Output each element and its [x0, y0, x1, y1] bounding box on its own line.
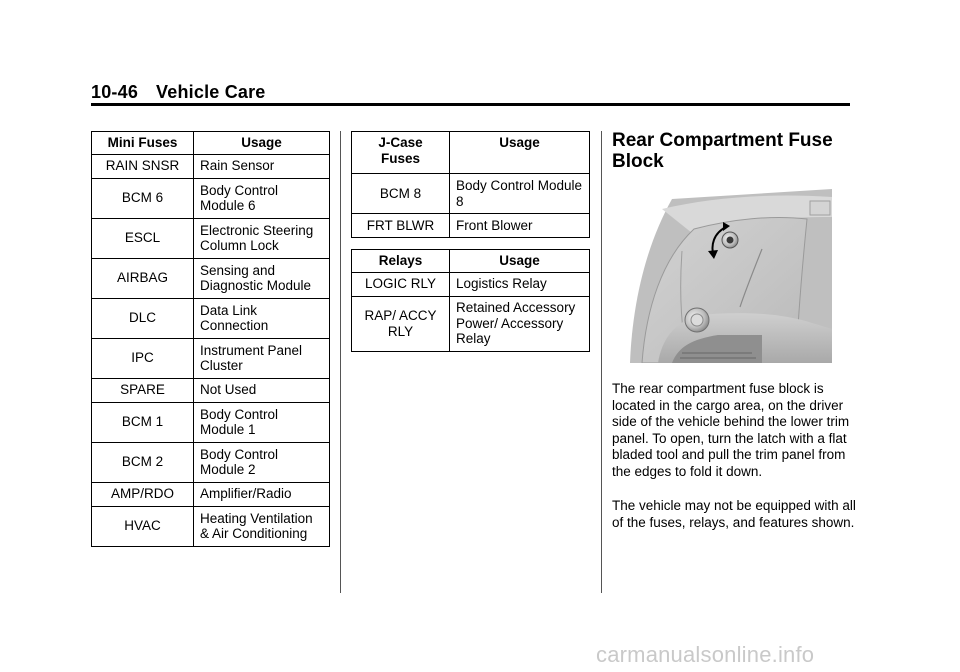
rear-compartment-figure	[622, 189, 832, 363]
table-row	[92, 298, 330, 338]
column-header: J-Case Fuses	[352, 132, 450, 174]
section-title: Vehicle Care	[156, 82, 266, 102]
fuse-name: AMP/RDO	[92, 482, 194, 506]
fuse-usage: Body Control Module 6	[194, 178, 330, 218]
fuse-usage: Sensing and Diagnostic Module	[194, 258, 330, 298]
table-row	[92, 482, 330, 506]
relay-usage: Retained Accessory Power/ Accessory Relay	[450, 296, 590, 351]
table-row	[92, 178, 330, 218]
body-paragraph: The rear compartment fuse block is located in the cargo area, on the driver side of the vehicle behind the lower trim panel. To open, turn the latch with a flat bladed tool and pull the trim panel from the edges to fold it down.	[612, 381, 850, 479]
table-row	[352, 214, 590, 238]
table-header-row	[352, 250, 590, 273]
table-header-row	[92, 132, 330, 155]
fuse-usage: Front Blower	[450, 214, 590, 238]
relay-usage: Logistics Relay	[450, 272, 590, 296]
body-paragraph: The vehicle may not be equipped with all of the fuses, relays, and features shown.	[612, 498, 856, 530]
table-header-row	[352, 132, 590, 174]
table-row	[92, 258, 330, 298]
watermark: carmanualsonline.info	[596, 642, 815, 667]
rear-compartment-trim-panel-illustration	[622, 189, 832, 363]
fuse-usage: Rain Sensor	[194, 154, 330, 178]
fuse-usage: Heating Ventilation & Air Conditioning	[194, 506, 330, 546]
rear-fuse-block-heading: Rear Compartment Fuse Block	[612, 130, 833, 172]
jcase-fuses-table	[351, 131, 590, 238]
column-divider-1	[340, 131, 341, 593]
fuse-usage: Body Control Module 8	[450, 174, 590, 214]
fuse-usage: Body Control Module 2	[194, 442, 330, 482]
page-header	[91, 82, 266, 103]
fuse-name: DLC	[92, 298, 194, 338]
fuse-usage: Amplifier/Radio	[194, 482, 330, 506]
fuse-name: HVAC	[92, 506, 194, 546]
fuse-name: RAIN SNSR	[92, 154, 194, 178]
fuse-usage: Electronic Steering Column Lock	[194, 218, 330, 258]
fuse-name: BCM 8	[352, 174, 450, 214]
fuse-name: FRT BLWR	[352, 214, 450, 238]
fuse-usage: Not Used	[194, 378, 330, 402]
table-row	[92, 442, 330, 482]
column-header: Relays	[352, 250, 450, 273]
table-row	[352, 296, 590, 351]
fuse-name: IPC	[92, 338, 194, 378]
column-header: Usage	[450, 132, 590, 174]
fuse-name: AIRBAG	[92, 258, 194, 298]
fuse-name: BCM 1	[92, 402, 194, 442]
fuse-usage: Body Control Module 1	[194, 402, 330, 442]
column-divider-2	[601, 131, 602, 593]
header-rule	[91, 103, 850, 106]
table-row	[92, 378, 330, 402]
table-row	[92, 154, 330, 178]
table-row	[92, 218, 330, 258]
column-header: Usage	[450, 250, 590, 273]
fuse-usage: Instrument Panel Cluster	[194, 338, 330, 378]
fuse-usage: Data Link Connection	[194, 298, 330, 338]
table-row	[92, 338, 330, 378]
column-header: Mini Fuses	[92, 132, 194, 155]
column-header: Usage	[194, 132, 330, 155]
fuse-name: BCM 6	[92, 178, 194, 218]
mini-fuses-table	[91, 131, 330, 547]
relay-name: RAP/ ACCY RLY	[352, 296, 450, 351]
fuse-name: BCM 2	[92, 442, 194, 482]
fuse-name: SPARE	[92, 378, 194, 402]
relay-name: LOGIC RLY	[352, 272, 450, 296]
relays-table	[351, 249, 590, 352]
page-number: 10-46	[91, 82, 139, 102]
table-row	[352, 174, 590, 214]
fuse-name: ESCL	[92, 218, 194, 258]
table-row	[352, 272, 590, 296]
table-row	[92, 402, 330, 442]
table-row	[92, 506, 330, 546]
